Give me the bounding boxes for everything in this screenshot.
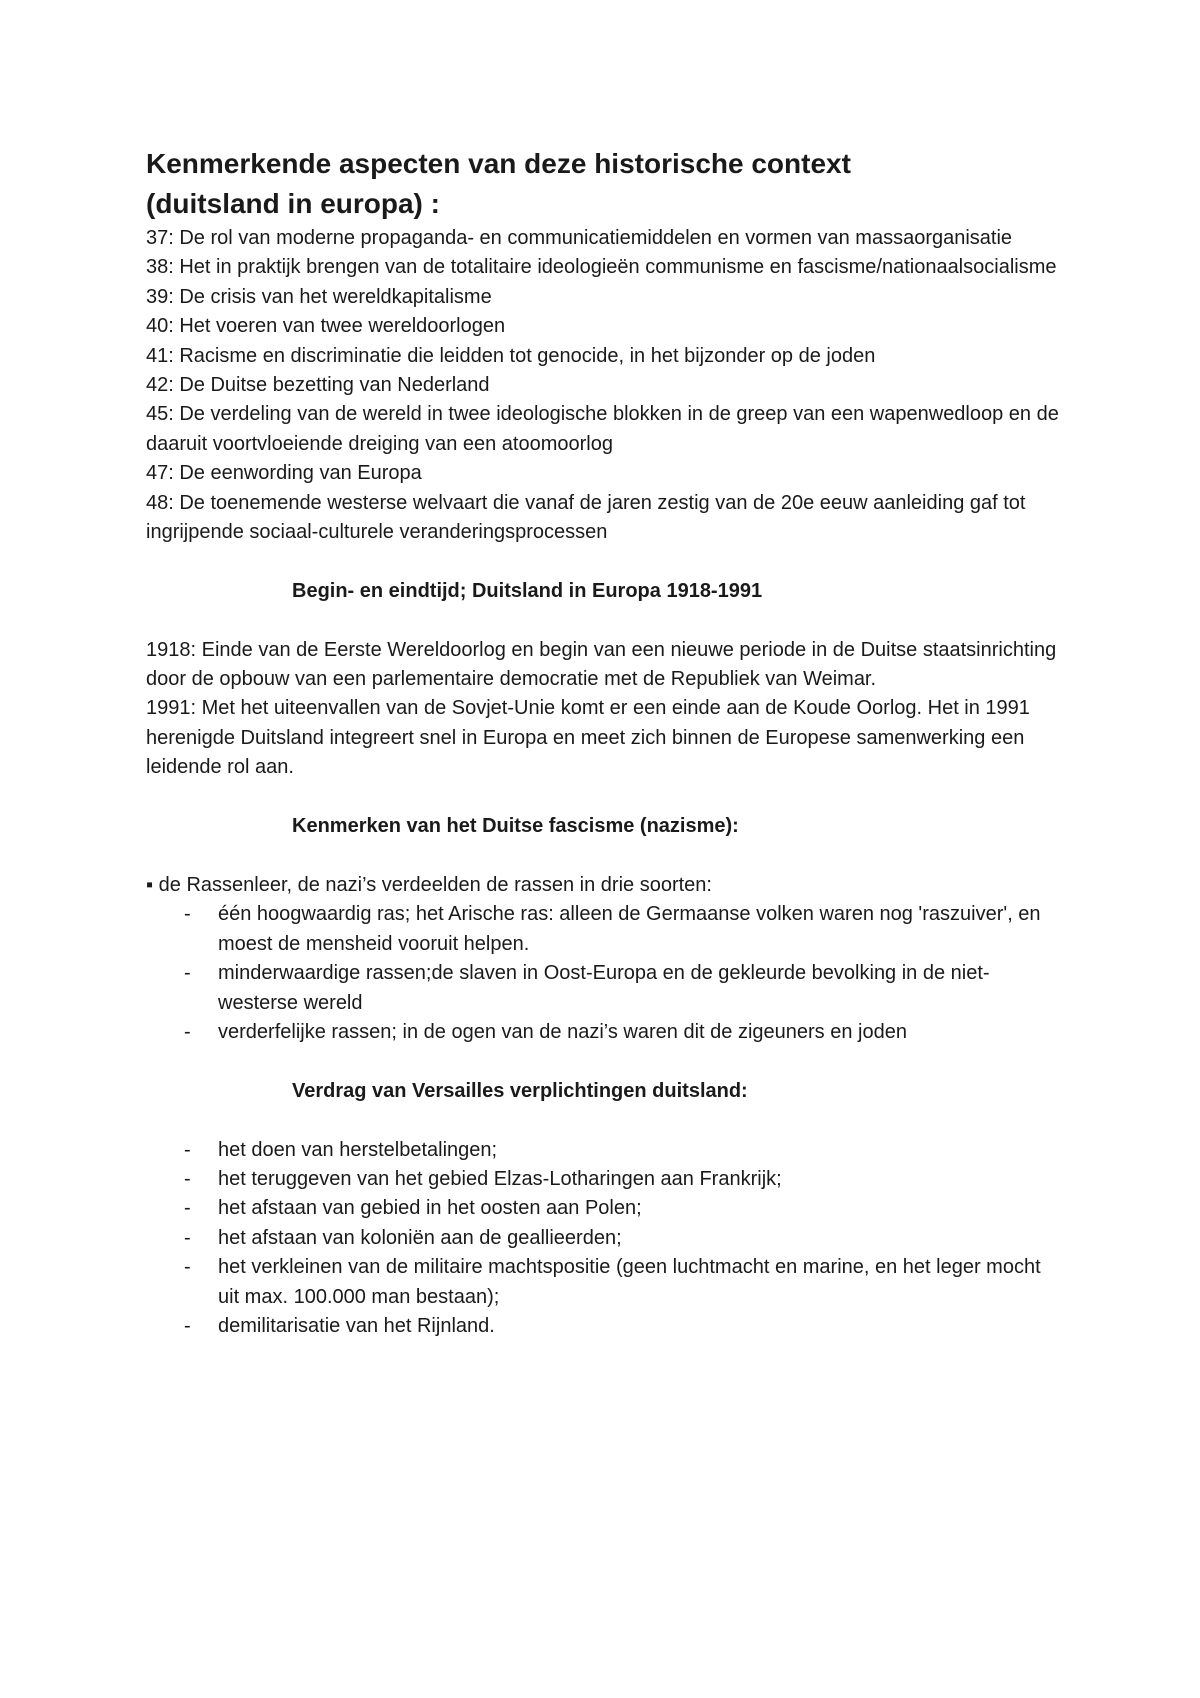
dash-item-text: minderwaardige rassen;de slaven in Oost-Europa en de gekleurde bevolking in de niet-westerse wereld: [218, 962, 990, 1014]
aspect-item: 42: De Duitse bezetting van Nederland: [146, 374, 490, 397]
section-heading-versailles: Verdrag van Versailles verplichtingen duitsland:: [292, 1079, 748, 1102]
aspect-item: 40: Het voeren van twee wereldoorlogen: [146, 315, 506, 338]
dash-marker: -: [184, 962, 191, 985]
aspect-item: 45: De verdeling van de wereld in twee ideologische blokken in de greep van een wapenwedloop en de daaruit voortvloeiende dreiging van een atoomoorlog: [146, 403, 1059, 455]
dash-item-text: het teruggeven van het gebied Elzas-Lotharingen aan Frankrijk;: [218, 1167, 782, 1190]
dash-item-text: verderfelijke rassen; in de ogen van de nazi’s waren dit de zigeuners en joden: [218, 1020, 907, 1043]
paragraph-1991: 1991: Met het uiteenvallen van de Sovjet-Unie komt er een einde aan de Koude Oorlog. Het in 1991 herenigde Duitsland integreert snel in Europa en meet zich binnen de Europese samenwerking een leidende rol aan.: [146, 697, 1030, 779]
aspect-item: 39: De crisis van het wereldkapitalisme: [146, 285, 492, 308]
dash-item-text: het afstaan van gebied in het oosten aan Polen;: [218, 1197, 642, 1220]
dash-list-item: [146, 900, 1066, 959]
spacer: [146, 1047, 1066, 1076]
dash-item-text: het afstaan van koloniën aan de geallieerden;: [218, 1226, 622, 1249]
dash-marker: -: [184, 1167, 191, 1190]
spacer: [146, 606, 1066, 635]
square-bullet-icon: ▪: [146, 873, 154, 896]
spacer: [146, 547, 1066, 576]
section-heading-time: Begin- en eindtijd; Duitsland in Europa 1918-1991: [292, 579, 763, 602]
dash-list-item: [146, 1253, 1066, 1312]
document-content: [146, 144, 1066, 1341]
dash-list-item: [146, 1165, 1066, 1194]
dash-marker: -: [184, 1314, 191, 1337]
dash-list-item: [146, 959, 1066, 1018]
aspects-list: [146, 224, 1066, 547]
bullet-text: de Rassenleer, de nazi’s verdeelden de rassen in drie soorten:: [158, 873, 712, 896]
aspect-item: 48: De toenemende westerse welvaart die vanaf de jaren zestig van de 20e eeuw aanleiding gaf tot ingrijpende sociaal-culturele veranderingsprocessen: [146, 491, 1026, 544]
aspect-item: 41: Racisme en discriminatie die leidden tot genocide, in het bijzonder op de joden: [146, 344, 876, 367]
section-heading-fascism: Kenmerken van het Duitse fascisme (nazisme):: [292, 815, 739, 838]
dash-marker: -: [184, 903, 191, 926]
aspect-item: 37: De rol van moderne propaganda- en communicatiemiddelen en vormen van massaorganisatie: [146, 227, 1013, 249]
dash-marker: -: [184, 1226, 191, 1249]
dash-marker: -: [184, 1020, 191, 1043]
dash-list-item: [146, 1018, 1066, 1047]
spacer: [146, 841, 1066, 870]
dash-marker: -: [184, 1256, 191, 1279]
spacer: [146, 1106, 1066, 1135]
dash-marker: -: [184, 1138, 191, 1161]
dash-item-text: één hoogwaardig ras; het Arische ras: alleen de Germaanse volken waren nog 'raszuiver', en moest de mensheid vooruit helpen.: [218, 903, 1041, 955]
dash-item-text: het doen van herstelbetalingen;: [218, 1138, 498, 1161]
dash-list-item: [146, 1224, 1066, 1253]
spacer: [146, 783, 1066, 812]
bullet-item: [146, 871, 1066, 900]
paragraph-1918: 1918: Einde van de Eerste Wereldoorlog en begin van een nieuwe periode in de Duitse staatsinrichting door de opbouw van een parlementaire democratie met de Republiek van Weimar.: [146, 638, 1057, 691]
dash-item-text: het verkleinen van de militaire machtspositie (geen luchtmacht en marine, en het leger mocht uit max. 100.000 man bestaan);: [218, 1256, 1041, 1308]
dash-item-text: demilitarisatie van het Rijnland.: [218, 1314, 495, 1337]
dash-list-item: [146, 1136, 1066, 1165]
dash-list-item: [146, 1312, 1066, 1341]
document-title: Kenmerkende aspecten van deze historische context (duitsland in europa) :: [146, 148, 851, 219]
aspect-item: 38: Het in praktijk brengen van de totalitaire ideologieën communisme en fascisme/nationaalsocialisme: [146, 256, 1057, 279]
aspect-item: 47: De eenwording van Europa: [146, 462, 422, 485]
dash-marker: -: [184, 1197, 191, 1220]
dash-list-item: [146, 1194, 1066, 1223]
